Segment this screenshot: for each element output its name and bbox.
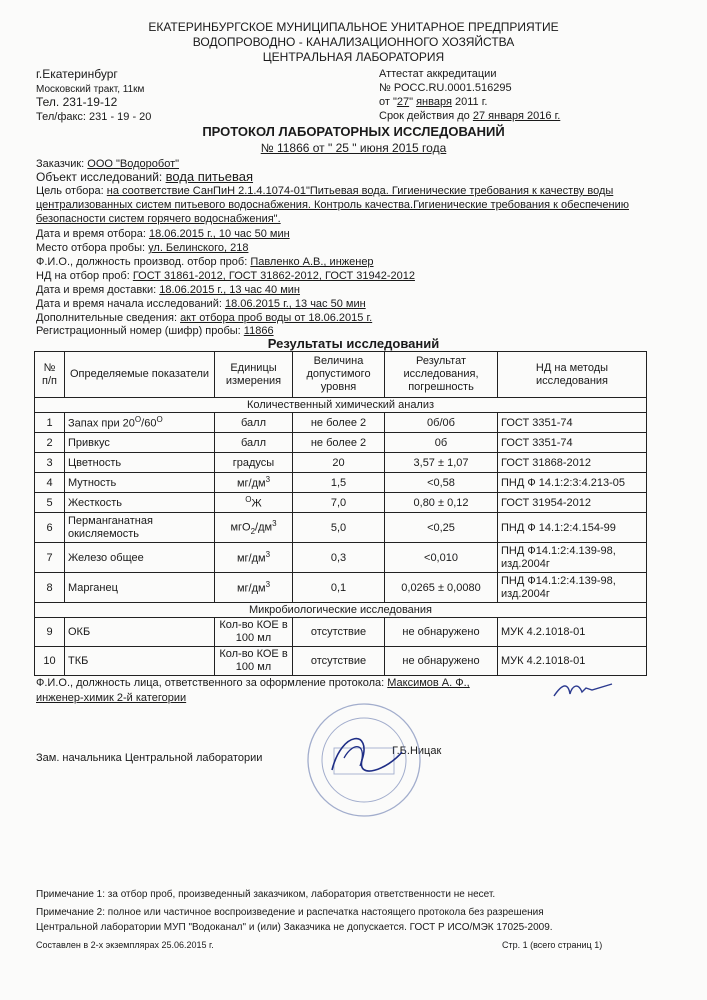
row-limit: не более 2 [293, 413, 385, 433]
row-result: <0,58 [385, 473, 498, 493]
row-limit: 1,5 [293, 473, 385, 493]
row-result: <0,010 [385, 543, 498, 573]
col-header-method: НД на методы исследования [498, 352, 647, 398]
section-row-chem [35, 398, 647, 413]
object-field: Объект исследований: вода питьевая [36, 169, 254, 184]
table-row [35, 473, 647, 493]
note-2a: Примечание 2: полное или частичное воспроизведение и распечатка настоящего протокола без разрешения [36, 907, 544, 918]
section-micro: Микробиологические исследования [35, 603, 647, 618]
row-num: 2 [35, 433, 65, 453]
org-name-line2: ВОДОПРОВОДНО - КАНАЛИЗАЦИОННОГО ХОЗЯЙСТВА [192, 35, 515, 49]
row-method: ПНД Ф 14.1:2:3:4.213-05 [498, 473, 647, 493]
row-param: Запах при $20^О/60^О$ [65, 413, 215, 433]
row-param: Мутность [65, 473, 215, 493]
table-row [35, 543, 647, 573]
row-num: 5 [35, 493, 65, 513]
row-limit: не более 2 [293, 433, 385, 453]
row-num: 6 [35, 513, 65, 543]
row-result: 0б [385, 433, 498, 453]
row-units: $мг/дм^3$ [215, 543, 293, 573]
row-param: Жесткость [65, 493, 215, 513]
table-row [35, 618, 647, 647]
phone: Тел. 231-19-12 [36, 95, 118, 109]
row-method: МУК 4.2.1018-01 [498, 618, 647, 647]
table-header-row [35, 352, 647, 398]
note-2b: Центральной лаборатории МУП "Водоканал" и (или) Заказчика не допускается. ГОСТ Р ИСО/МЭК 17025-2009. [36, 922, 553, 933]
responsible-position: инженер-химик 2-й категории [36, 692, 187, 704]
accreditation-date: от "27" января 2011 г. [379, 96, 488, 108]
row-result: 0б/0б [385, 413, 498, 433]
row-method: ПНД Ф 14.1:2:4.154-99 [498, 513, 647, 543]
customer-field: Заказчик: ООО "Водоробот" [36, 158, 180, 170]
row-result: <0,25 [385, 513, 498, 543]
row-limit: 7,0 [293, 493, 385, 513]
row-param: Железо общее [65, 543, 215, 573]
col-header-units: Единицы измерения [215, 352, 293, 398]
row-units: $мг/дм^3$ [215, 573, 293, 603]
row-result: 0,80 ± 0,12 [385, 493, 498, 513]
row-limit: 0,3 [293, 543, 385, 573]
results-table [34, 351, 647, 676]
row-num: 7 [35, 543, 65, 573]
approver-role: Зам. начальника Центральной лаборатории [36, 752, 263, 764]
delivery-field: Дата и время доставки: 18.06.2015 г., 13 час 40 мин [36, 284, 300, 296]
row-units: Кол-во КОЕ в 100 мл [215, 647, 293, 676]
table-row [35, 493, 647, 513]
org-name-line3: ЦЕНТРАЛЬНАЯ ЛАБОРАТОРИЯ [262, 50, 445, 64]
row-num: 10 [35, 647, 65, 676]
row-num: 9 [35, 618, 65, 647]
copies-note: Составлен в 2-х экземплярах 25.06.2015 г. [36, 940, 214, 950]
col-header-limit: Величина допустимого уровня [293, 352, 385, 398]
city: г.Екатеринбург [36, 67, 118, 81]
responsible-signature [552, 676, 614, 702]
goal-field: Цель отбора: на соответствие СанПиН 2.1.4.1074-01"Питьевая вода. Гигиенические требования к качеству воды централизованных систем питьевого водоснабжения. Контроль качества.Гигиенические требования к обеспечению безопасности систем горячего водоснабжения". [36, 185, 629, 225]
row-result: не обнаружено [385, 618, 498, 647]
sampler-field: Ф.И.О., должность производ. отбор проб: Павленко А.В., инженер [36, 256, 374, 268]
protocol-title: ПРОТОКОЛ ЛАБОРАТОРНЫХ ИССЛЕДОВАНИЙ [202, 124, 505, 139]
row-result: не обнаружено [385, 647, 498, 676]
row-limit: 5,0 [293, 513, 385, 543]
round-stamp [302, 700, 426, 820]
page-number: Стр. 1 (всего страниц 1) [502, 940, 603, 950]
row-param: Марганец [65, 573, 215, 603]
row-param: Цветность [65, 453, 215, 473]
row-method: ГОСТ 3351-74 [498, 433, 647, 453]
row-units: градусы [215, 453, 293, 473]
sampling-place-field: Место отбора пробы: ул. Белинского, 218 [36, 242, 249, 254]
row-method: ГОСТ 31954-2012 [498, 493, 647, 513]
row-param: ОКБ [65, 618, 215, 647]
col-header-param: Определяемые показатели [65, 352, 215, 398]
row-method: ГОСТ 31868-2012 [498, 453, 647, 473]
row-num: 8 [35, 573, 65, 603]
row-units: $^О$Ж [215, 493, 293, 513]
start-field: Дата и время начала исследований: 18.06.2015 г., 13 час 50 мин [36, 298, 366, 310]
row-result: 0,0265 ± 0,0080 [385, 573, 498, 603]
row-num: 1 [35, 413, 65, 433]
accreditation-validity: Срок действия до 27 января 2016 г. [379, 110, 561, 122]
col-header-num: № п/п [35, 352, 65, 398]
table-row [35, 513, 647, 543]
row-units: $мгО_2/дм^3$ [215, 513, 293, 543]
table-row [35, 433, 647, 453]
sampling-standard-field: НД на отбор проб: ГОСТ 31861-2012, ГОСТ 31862-2012, ГОСТ 31942-2012 [36, 270, 415, 282]
row-method: ГОСТ 3351-74 [498, 413, 647, 433]
row-method: ПНД Ф14.1:2:4.139-98, изд.2004г [498, 573, 647, 603]
accreditation-number: № РОСС.RU.0001.516295 [379, 82, 512, 94]
col-header-result: Результат исследования, погрешность [385, 352, 498, 398]
org-name-line1: ЕКАТЕРИНБУРГСКОЕ МУНИЦИПАЛЬНОЕ УНИТАРНОЕ ПРЕДПРИЯТИЕ [148, 20, 559, 34]
row-limit: отсутствие [293, 618, 385, 647]
row-limit: 0,1 [293, 573, 385, 603]
fax: Тел/факс: 231 - 19 - 20 [36, 111, 152, 123]
row-num: 4 [35, 473, 65, 493]
row-param: Привкус [65, 433, 215, 453]
extra-info-field: Дополнительные сведения: акт отбора проб воды от 18.06.2015 г. [36, 312, 373, 324]
table-row [35, 453, 647, 473]
registration-field: Регистрационный номер (шифр) пробы: 11866 [36, 325, 274, 337]
responsible-field: Ф.И.О., должность лица, ответственного за оформление протокола: Максимов А. Ф., [36, 677, 470, 689]
address: Московский тракт, 11км [36, 84, 145, 95]
row-units: Кол-во КОЕ в 100 мл [215, 618, 293, 647]
approver-name: Г.Б.Ницак [392, 745, 442, 757]
row-method: МУК 4.2.1018-01 [498, 647, 647, 676]
table-row [35, 647, 647, 676]
section-chem: Количественный химический анализ [35, 398, 647, 413]
table-row [35, 573, 647, 603]
table-row [35, 413, 647, 433]
row-param: ТКБ [65, 647, 215, 676]
row-units: балл [215, 413, 293, 433]
accreditation-label: Аттестат аккредитации [379, 68, 497, 80]
note-1: Примечание 1: за отбор проб, произведенный заказчиком, лаборатория ответственности не несет. [36, 889, 496, 900]
row-param: Перманганатная окисляемость [65, 513, 215, 543]
protocol-number: № 11866 от " 25 " июня 2015 года [260, 141, 447, 155]
row-limit: отсутствие [293, 647, 385, 676]
row-num: 3 [35, 453, 65, 473]
sampling-datetime-field: Дата и время отбора: 18.06.2015 г., 10 час 50 мин [36, 228, 290, 240]
section-row-micro [35, 603, 647, 618]
row-limit: 20 [293, 453, 385, 473]
row-units: балл [215, 433, 293, 453]
results-title: Результаты исследований [267, 336, 440, 351]
row-result: 3,57 ± 1,07 [385, 453, 498, 473]
row-units: $мг/дм^3$ [215, 473, 293, 493]
row-method: ПНД Ф14.1:2:4.139-98, изд.2004г [498, 543, 647, 573]
